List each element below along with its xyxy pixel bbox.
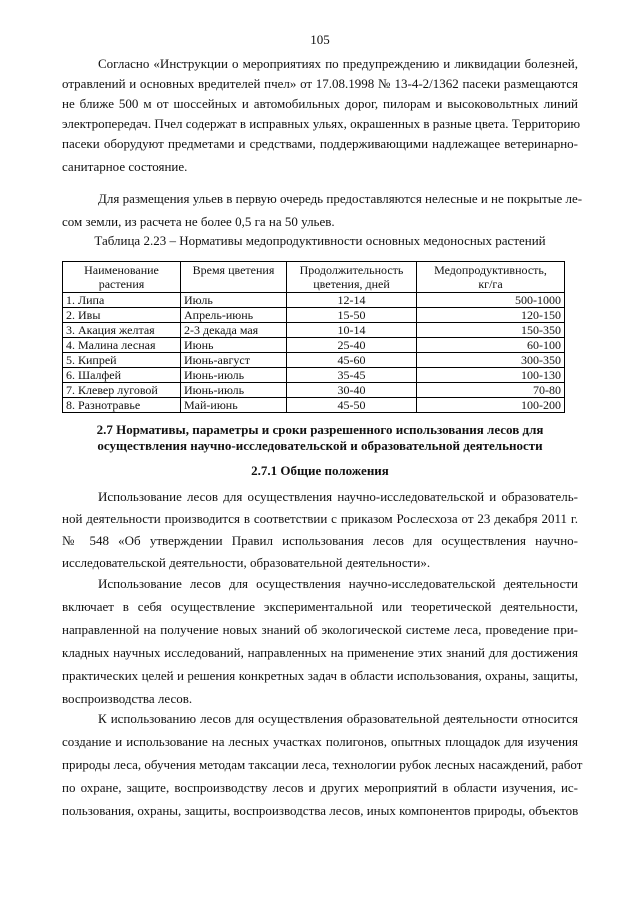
cell-productivity: 500-1000 [417,293,565,308]
cell-plant: 6. Шалфей [63,368,181,383]
table-row [63,293,565,308]
cell-duration: 12-14 [287,293,417,308]
text-line: включает в себя осуществление экспериментальной или теоретической деятельности, [62,599,578,614]
cell-bloom-time: Июнь-август [181,353,287,368]
cell-productivity: 100-130 [417,368,565,383]
header-bloom-time: Время цветения [181,262,287,293]
table-row [63,383,565,398]
text-line: по охране, защите, воспроизводству лесов и других мероприятий в области изучения, ис- [62,780,578,795]
paragraph-education-usage [62,709,583,821]
text-line: пользования, охраны, защиты, воспроизводства лесов, иных компонентов природы, объектов [62,803,579,818]
header-bloom-duration: Продолжительность цветения, дней [287,262,417,293]
cell-productivity: 70-80 [417,383,565,398]
text-line: санитарное состояние. [62,159,188,174]
cell-bloom-time: Апрель-июнь [181,308,287,323]
text-line: кладных научных исследований, направленных на применение этих знаний для достижения [62,645,578,660]
cell-duration: 45-50 [287,398,417,413]
text-line: № 548 «Об утверждении Правил использования лесов для осуществления научно- [62,533,578,548]
text-line: природы леса, обучения методам таксации леса, технологии рубок лесных насаждений, работ [62,757,583,772]
text-line: воспроизводства лесов. [62,691,193,706]
header-honey-productivity: Медопродуктивность, кг/га [417,262,565,293]
cell-duration: 10-14 [287,323,417,338]
honey-productivity-table [62,261,565,413]
text-line: электропередач. Пчел содержат в исправных ульях, окрашенных в разные цвета. Территорию [62,116,581,131]
paragraph-hive-placement [62,189,583,232]
cell-bloom-time: Май-июнь [181,398,287,413]
cell-duration: 30-40 [287,383,417,398]
table-caption: Таблица 2.23 – Нормативы медопродуктивности основных медоносных растений [94,233,546,248]
header-plant-name: Наименование растения [63,262,181,293]
table-row [63,308,565,323]
cell-duration: 25-40 [287,338,417,353]
table-row [63,368,565,383]
paragraph-research-definition [62,574,578,709]
cell-productivity: 60-100 [417,338,565,353]
cell-productivity: 100-200 [417,398,565,413]
text-line: исследовательской деятельности, образовательной деятельности». [62,555,431,570]
text-line: Использование лесов для осуществления научно-исследовательской деятельности [98,576,578,591]
text-line: Для размещения ульев в первую очередь предоставляются нелесные и не покрытые ле- [98,191,583,206]
cell-bloom-time: 2-3 декада мая [181,323,287,338]
cell-plant: 3. Акация желтая [63,323,181,338]
table-row [63,353,565,368]
heading-line: осуществления научно-исследовательской и образовательной деятельности [97,438,543,453]
text-line: направленной на получение новых знаний об экологической системе леса, проведение при- [62,622,578,637]
cell-plant: 1. Липа [63,293,181,308]
heading-line: 2.7 Нормативы, параметры и сроки разрешенного использования лесов для [96,422,544,437]
cell-plant: 4. Малина лесная [63,338,181,353]
cell-plant: 7. Клевер луговой [63,383,181,398]
text-line: Согласно «Инструкции о мероприятиях по предупреждению и ликвидации болезней, [98,56,578,71]
table-header-row [63,262,565,293]
cell-productivity: 150-350 [417,323,565,338]
text-line: ной деятельности производится в соответствии с приказом Рослесхоза от 23 декабря 2011 г. [62,511,578,526]
cell-plant: 8. Разнотравье [63,398,181,413]
table-row [63,323,565,338]
cell-plant: 2. Ивы [63,308,181,323]
paragraph-research-usage [62,487,578,573]
text-line: сом земли, из расчета не более 0,5 га на 50 ульев. [62,214,335,229]
cell-duration: 35-45 [287,368,417,383]
cell-productivity: 300-350 [417,353,565,368]
text-line: практических целей и решения конкретных задач в области использования, охраны, защиты, [62,668,578,683]
cell-bloom-time: Июнь-июль [181,368,287,383]
cell-duration: 15-50 [287,308,417,323]
section-heading [62,422,578,454]
table-row [63,338,565,353]
cell-duration: 45-60 [287,353,417,368]
page-number: 105 [310,32,330,47]
text-line: Использование лесов для осуществления научно-исследовательской и образователь- [98,489,578,504]
cell-productivity: 120-150 [417,308,565,323]
subsection-heading: 2.7.1 Общие положения [251,463,389,478]
text-line: отравлений и основных вредителей пчел» от 17.08.1998 № 13-4-2/1362 пасеки размещаются [62,76,578,91]
table-row [63,398,565,413]
text-line: создание и использование на лесных участках полигонов, опытных площадок для изучения [62,734,578,749]
cell-bloom-time: Июнь-июль [181,383,287,398]
cell-plant: 5. Кипрей [63,353,181,368]
text-line: К использованию лесов для осуществления образовательной деятельности относится [98,711,578,726]
text-line: пасеки оборудуют предметами и средствами, поддерживающими надлежащее ветеринарно- [62,136,578,151]
cell-bloom-time: Июнь [181,338,287,353]
text-line: не ближе 500 м от шоссейных и автомобильных дорог, пилорам и высоковольтных линий [62,96,578,111]
cell-bloom-time: Июль [181,293,287,308]
paragraph-beekeeping-rules [62,54,581,177]
